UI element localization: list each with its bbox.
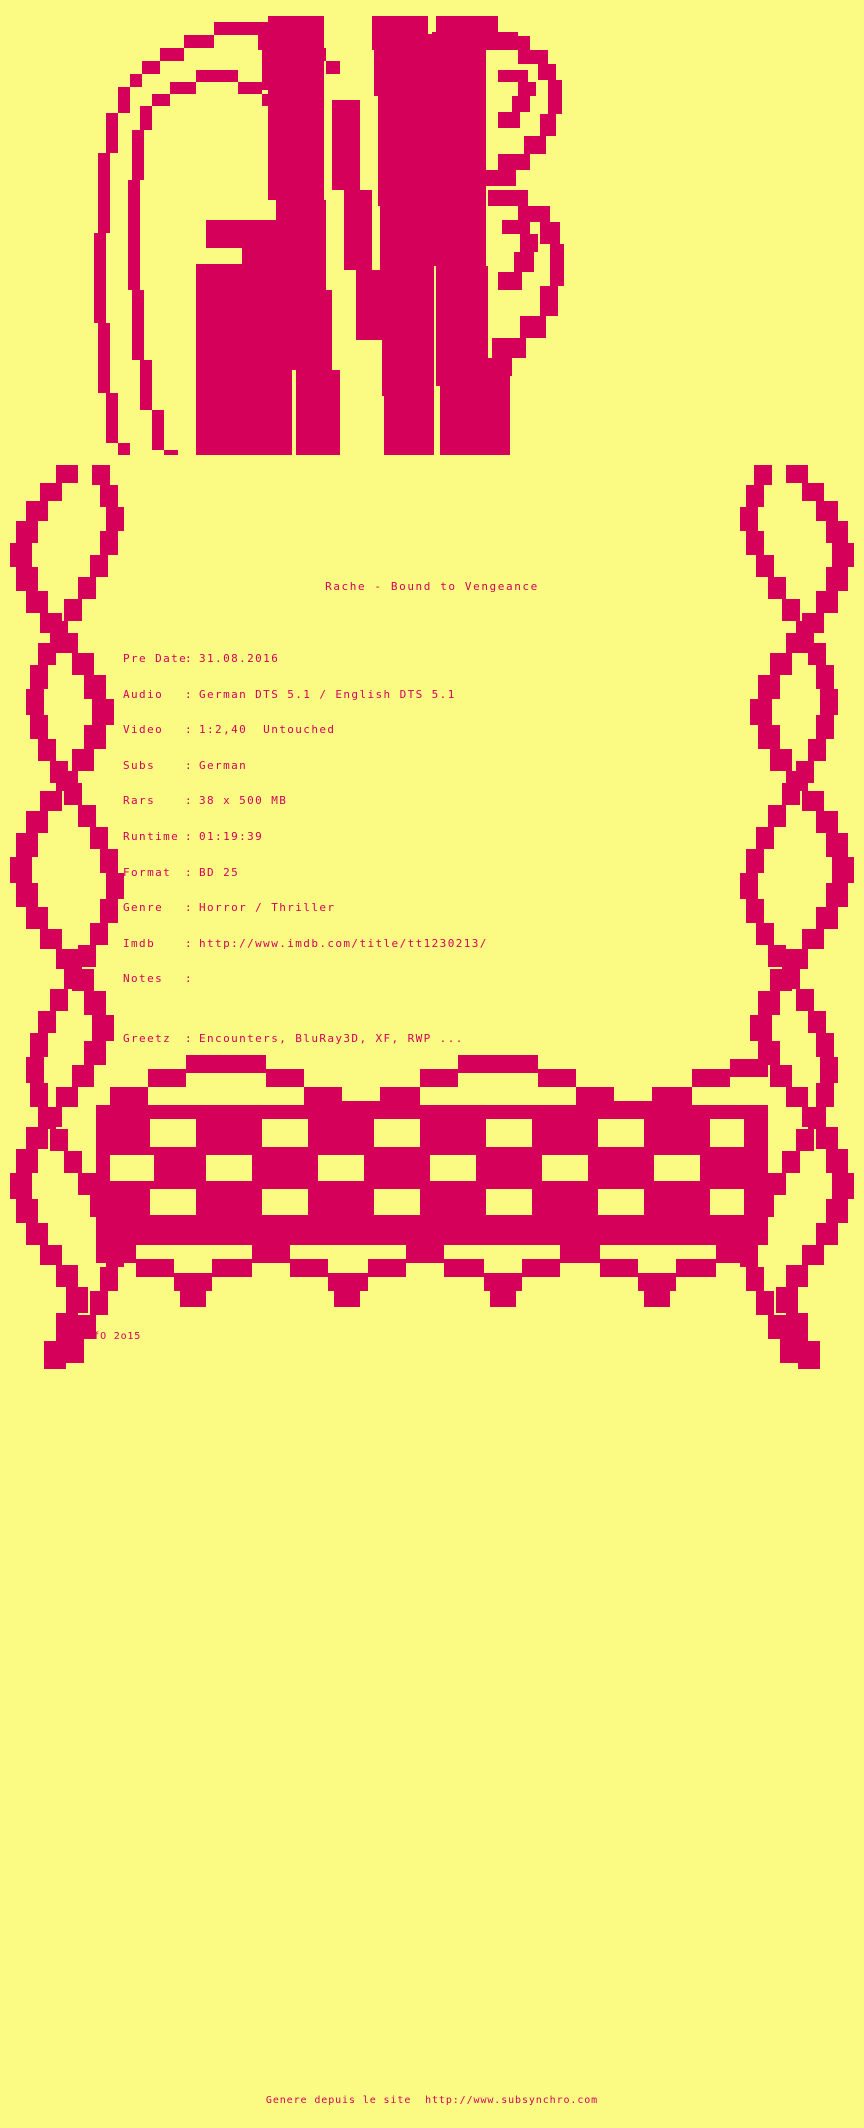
info-row-video	[123, 712, 864, 748]
info-value: BD 25	[199, 865, 240, 879]
info-row-pre-date	[123, 641, 864, 677]
release-info	[0, 580, 864, 1057]
info-label: Format	[123, 865, 172, 879]
info-label: Genre	[123, 901, 164, 915]
info-label: Rars	[123, 794, 156, 808]
imdb-link[interactable]: http://www.imdb.com/title/tt1230213/	[199, 936, 488, 950]
info-separator: :	[185, 1031, 194, 1045]
info-value: 01:19:39	[199, 829, 264, 843]
info-row-imdb[interactable]	[123, 926, 864, 962]
info-separator: :	[185, 901, 194, 915]
info-row-runtime	[123, 819, 864, 855]
nfo-signature: XX^NfO 2o15	[66, 1331, 142, 1342]
info-value: German DTS 5.1 / English DTS 5.1	[199, 687, 456, 701]
info-separator: :	[185, 758, 194, 772]
info-value: Horror / Thriller	[199, 901, 336, 915]
info-label: Runtime	[123, 829, 180, 843]
info-separator: :	[185, 936, 194, 950]
info-row-audio	[123, 677, 864, 713]
info-row-format	[123, 855, 864, 891]
info-value: 1:2,40 Untouched	[199, 723, 336, 737]
info-value: 31.08.2016	[199, 652, 280, 665]
info-label: Greetz	[123, 1031, 172, 1045]
info-label: Pre Date	[123, 652, 188, 665]
info-label: Imdb	[123, 936, 156, 950]
info-value: 38 x 500 MB	[199, 794, 288, 808]
info-label: Video	[123, 723, 164, 737]
info-row-greetz	[123, 1021, 864, 1057]
info-separator: :	[185, 723, 194, 737]
info-label: Notes	[123, 972, 164, 986]
info-separator: :	[185, 865, 194, 879]
info-row-subs	[123, 748, 864, 784]
info-row-rars	[123, 783, 864, 819]
info-row-list	[123, 641, 864, 1057]
info-label: Audio	[123, 687, 164, 701]
info-label: Subs	[123, 758, 156, 772]
info-separator: :	[185, 829, 194, 843]
info-row-notes	[123, 961, 864, 997]
info-separator: :	[185, 687, 194, 701]
footer-credit: Genere depuis le site http://www.subsynchro.com	[265, 2095, 599, 2106]
info-value: German	[199, 758, 248, 772]
info-separator: :	[185, 972, 194, 986]
info-value: Encounters, BluRay3D, XF, RWP ...	[199, 1031, 464, 1045]
info-row-genre	[123, 890, 864, 926]
release-title: Rache - Bound to Vengeance	[325, 580, 539, 593]
info-separator: :	[185, 652, 194, 665]
info-separator: :	[185, 794, 194, 808]
